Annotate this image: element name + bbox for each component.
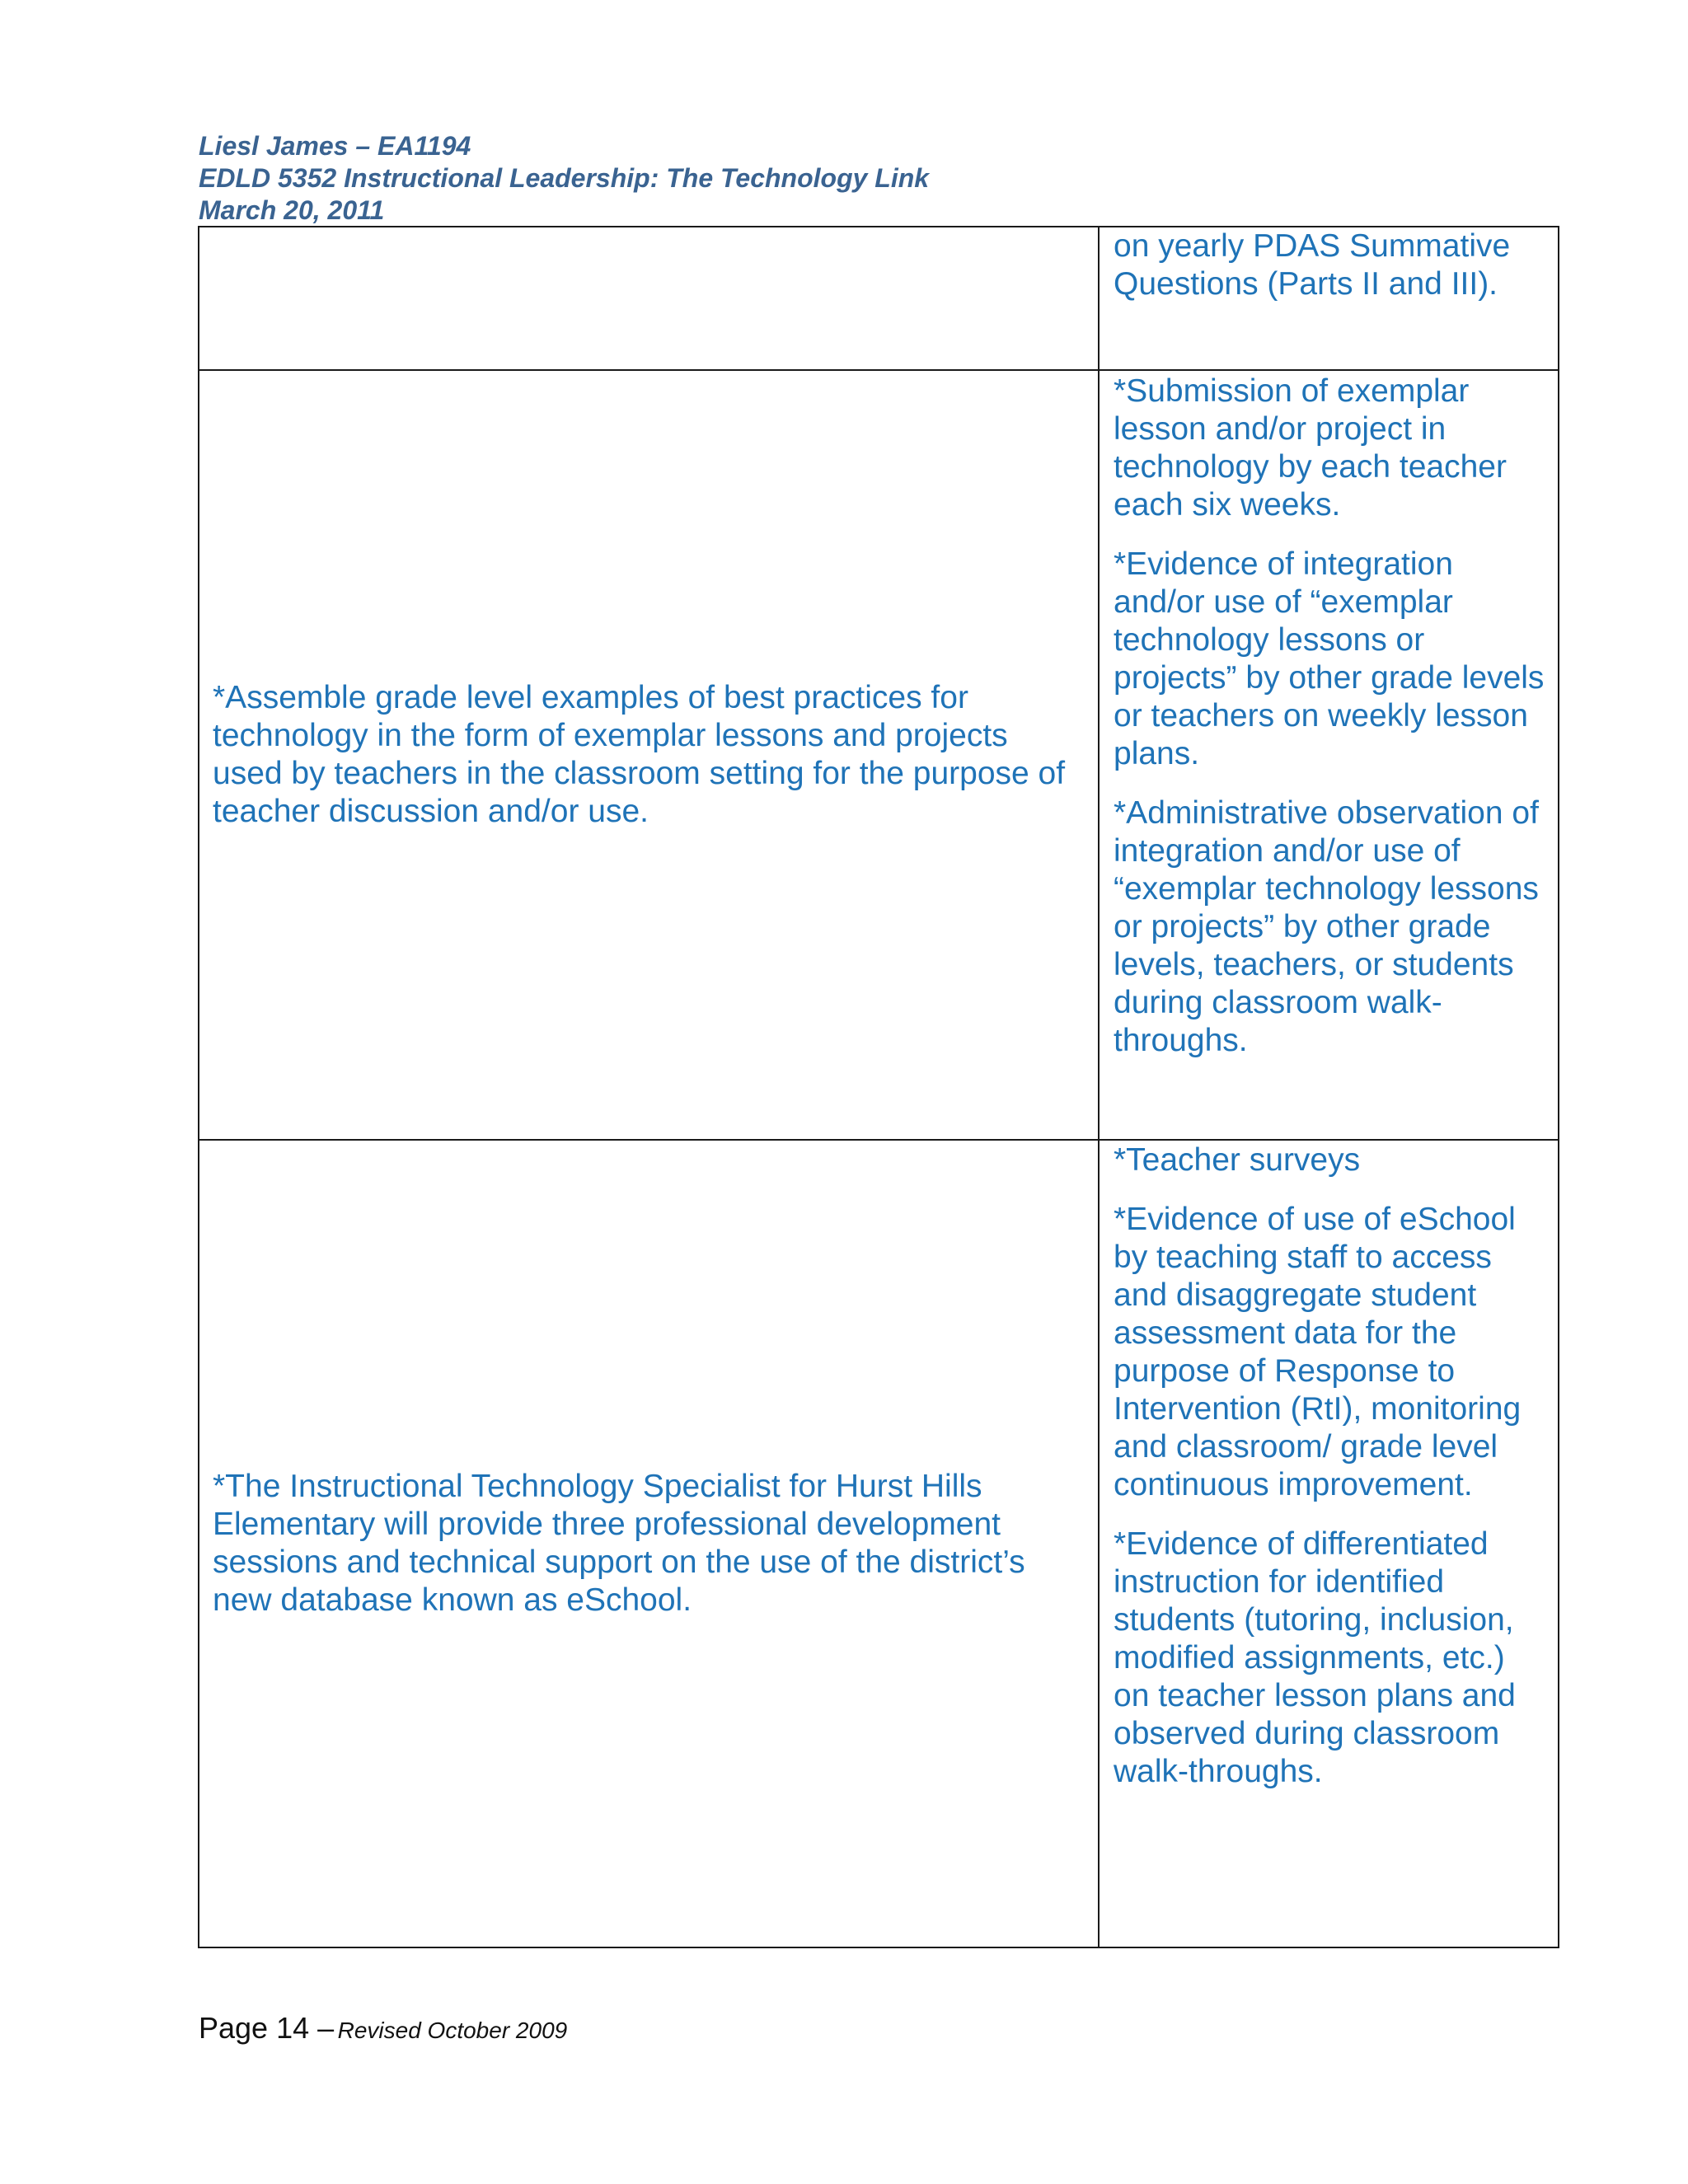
- evidence-item: *Evidence of differentiated instruction for identified students (tutoring, inclusion, modified assignments, etc.) on teacher lesson plans and observed during classroom walk-throughs.: [1114, 1526, 1516, 1789]
- evidence-cell: [1099, 227, 1559, 370]
- page-footer: [199, 2011, 567, 2046]
- action-plan-table: [198, 226, 1559, 1948]
- evidence-item: *Administrative observation of integration and/or use of “exemplar technology lessons or projects” by other grade levels, teachers, or students during classroom walk-throughs.: [1114, 795, 1539, 1058]
- strategy-cell: *Assemble grade level examples of best practices for technology in the form of exemplar lessons and projects used by teachers in the classroom setting for the purpose of teacher discussion and/or use.: [199, 370, 1099, 1140]
- table-row: [199, 227, 1559, 370]
- evidence-cell: [1099, 1140, 1559, 1947]
- date-line: March 20, 2011: [199, 195, 385, 225]
- document-header: [199, 130, 929, 227]
- evidence-cell: [1099, 370, 1559, 1140]
- table-row: [199, 370, 1559, 1140]
- evidence-item: *Evidence of integration and/or use of “exemplar technology lessons or projects” by other grade levels or teachers on weekly lesson plans.: [1114, 546, 1545, 771]
- page-number: Page 14 –: [199, 2011, 335, 2045]
- strategy-cell: [199, 227, 1099, 370]
- author-line: Liesl James – EA1194: [199, 131, 471, 161]
- evidence-item: *Teacher surveys: [1114, 1142, 1361, 1178]
- revision-note: Revised October 2009: [337, 2018, 568, 2043]
- course-line: EDLD 5352 Instructional Leadership: The Technology Link: [199, 163, 930, 193]
- table-row: [199, 1140, 1559, 1947]
- evidence-item: *Evidence of use of eSchool by teaching staff to access and disaggregate student assessment data for the purpose of Response to Intervention (RtI), monitoring and classroom/ grade level continuous improvement.: [1114, 1202, 1522, 1502]
- strategy-cell: *The Instructional Technology Specialist for Hurst Hills Elementary will provide three professional development sessions and technical support on the use of the district’s new database known as eSchool.: [199, 1140, 1099, 1947]
- evidence-item: on yearly PDAS Summative Questions (Parts II and III).: [1114, 228, 1511, 302]
- evidence-item: *Submission of exemplar lesson and/or project in technology by each teacher each six weeks.: [1114, 373, 1507, 523]
